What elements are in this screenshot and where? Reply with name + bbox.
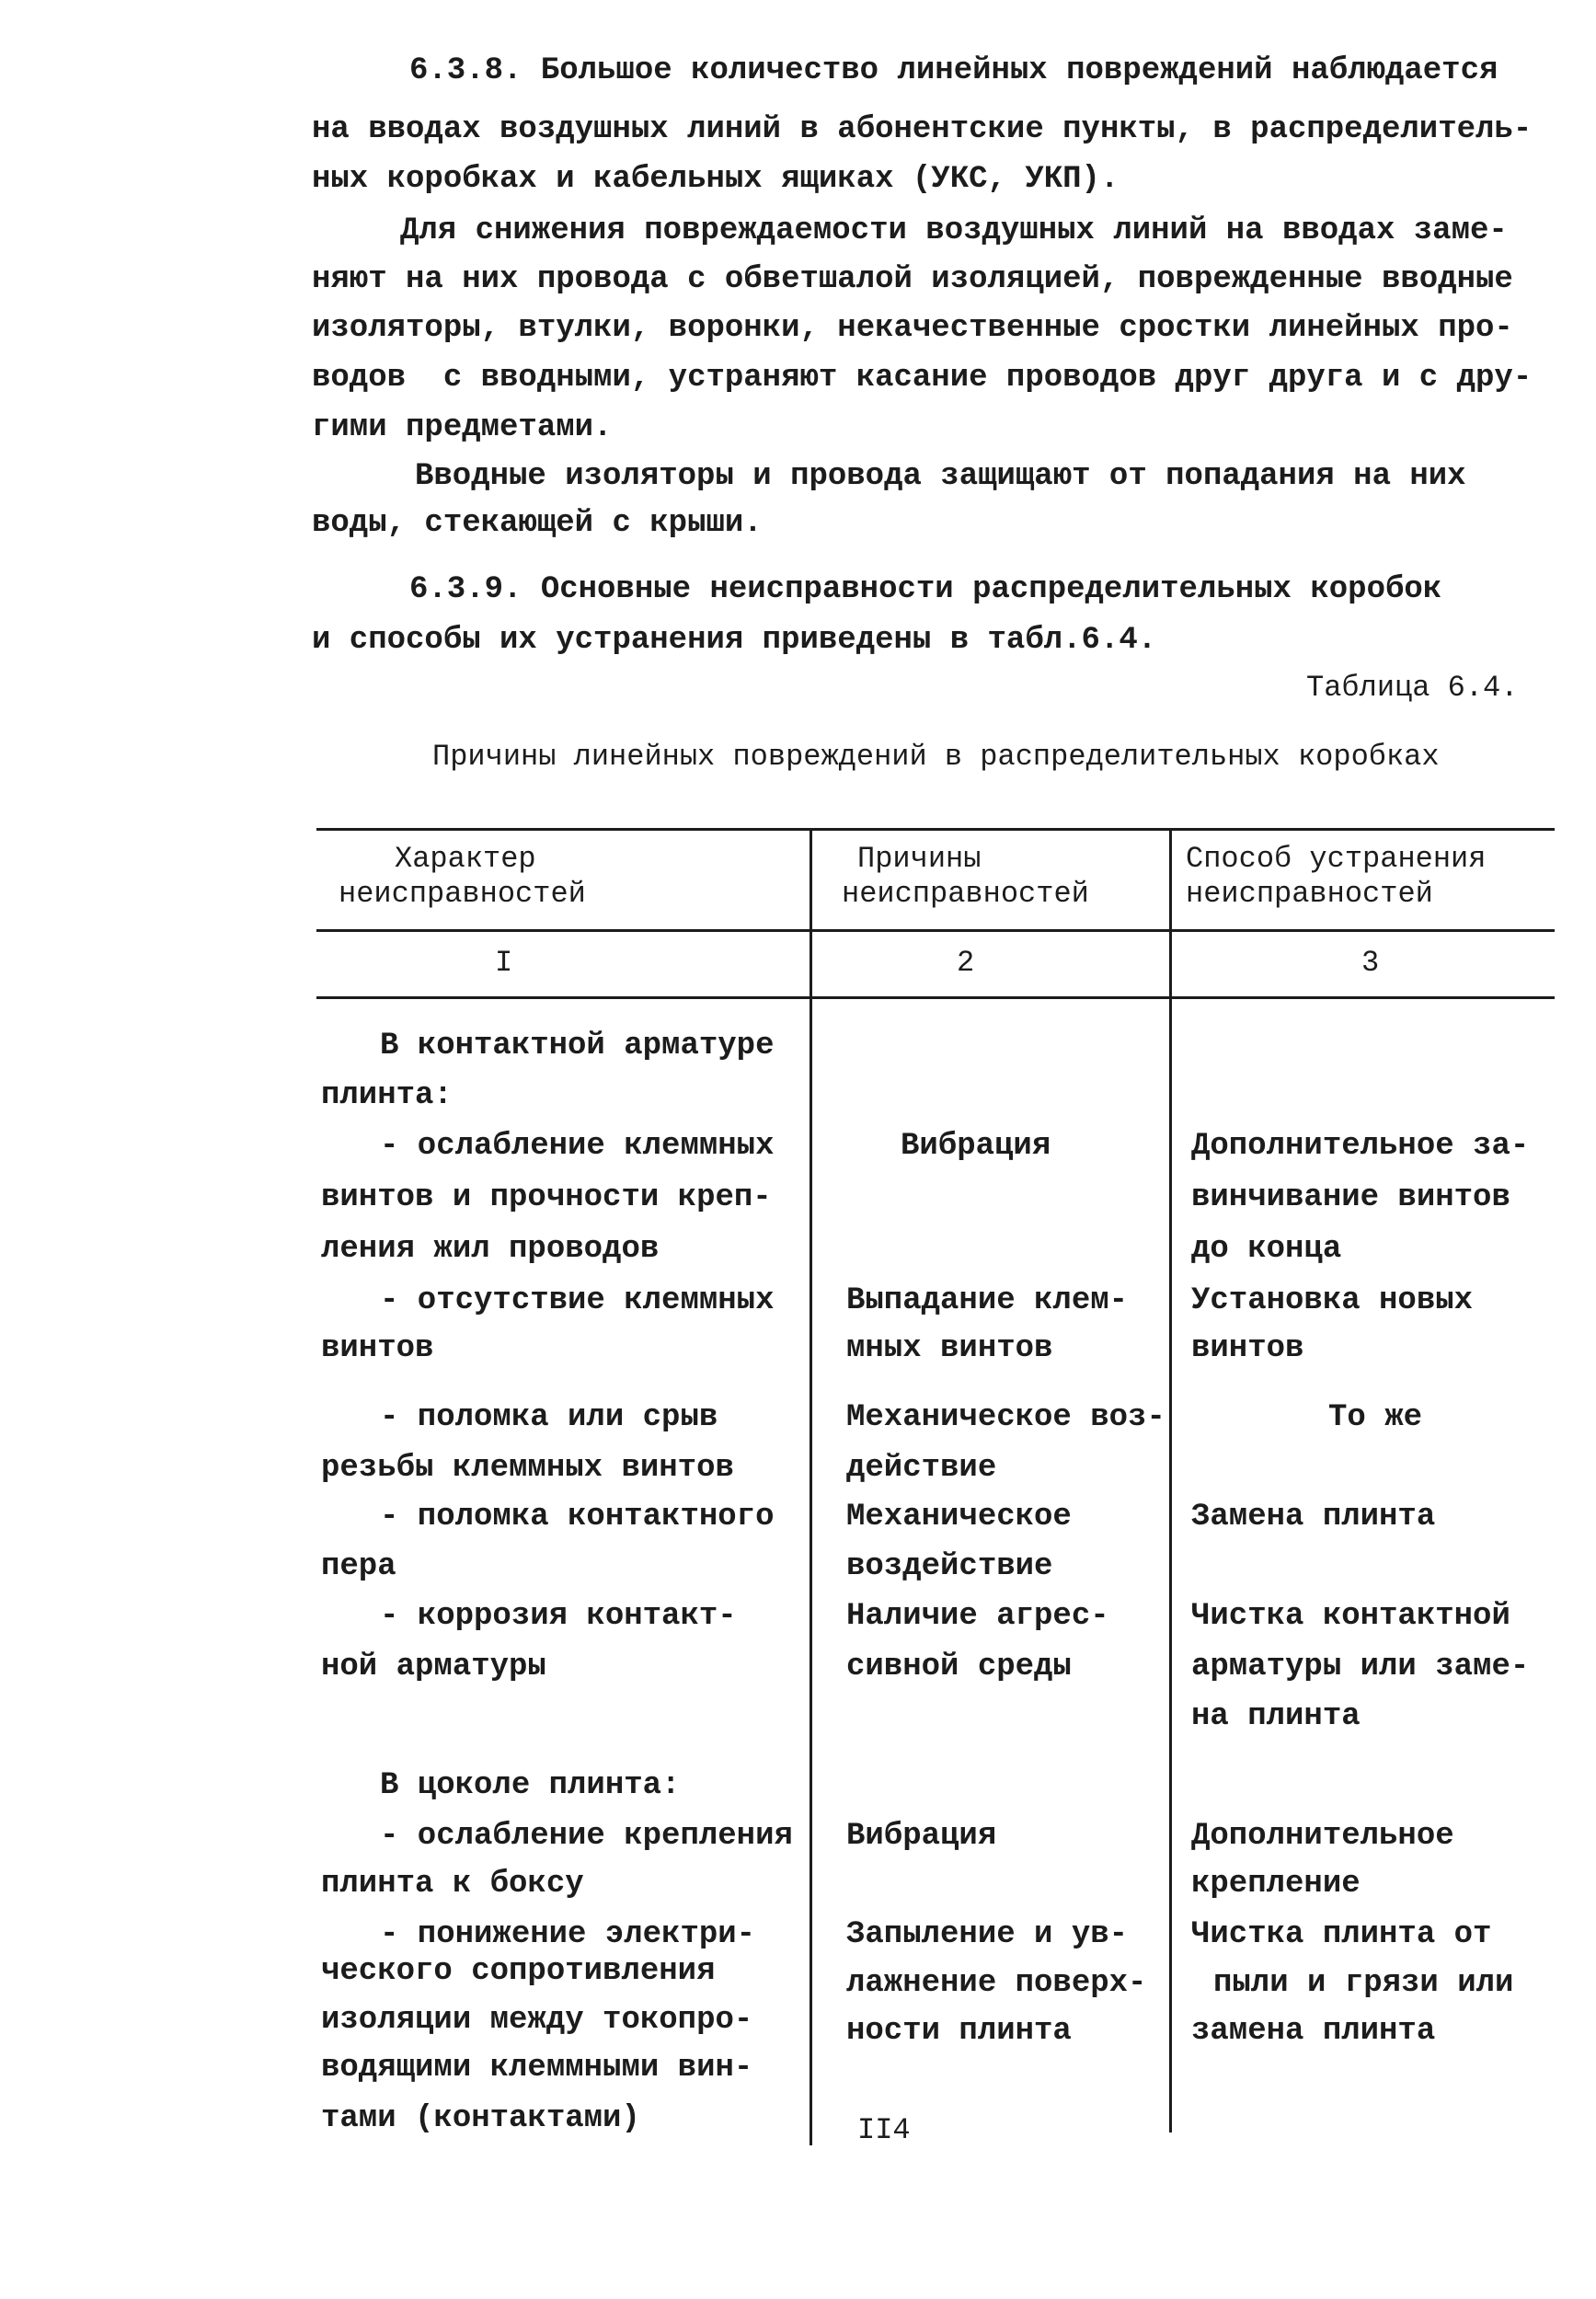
table-cell-line: ной арматуры [321,1650,546,1684]
table-cell-line: винтов [1191,1331,1304,1366]
table-cell-line: - поломка или срыв [380,1400,718,1435]
text-line: Для снижения повреждаемости воздушных линий на вводах заме- [400,213,1508,248]
table-cell-line: воздействие [846,1549,1053,1584]
table-cell-line: действие [846,1451,997,1486]
table-cell-line: на плинта [1191,1699,1361,1734]
column-number: I [495,946,513,980]
header-cell: Способ устранения [1186,842,1487,876]
table-cell-line: Дополнительное за- [1191,1129,1530,1164]
table-cell-line: изоляции между токопро- [321,2003,753,2038]
table-cell-line: - ослабление крепления [380,1819,793,1854]
table-cell-line: ления жил проводов [321,1232,660,1267]
column-number: 2 [957,946,975,980]
table-cell-line: резьбы клеммных винтов [321,1451,734,1486]
header-cell: неисправностей [1186,877,1433,911]
column-divider [809,828,812,2145]
table-cell-line: сивной среды [846,1650,1072,1684]
table-cell-line: - поломка контактного [380,1500,775,1535]
table-cell-line: - отсутствие клеммных [380,1283,775,1318]
table-cell-line: плинта: [321,1078,453,1113]
table-cell-line: В цоколе плинта: [380,1768,681,1803]
table-cell-line: до конца [1191,1232,1342,1267]
table-cell-line: Механическое [846,1500,1072,1535]
table-cell-line: Дополнительное [1191,1819,1454,1854]
table-cell-line: - ослабление клеммных [380,1129,775,1164]
text-line: 6.3.8. Большое количество линейных повреждений наблюдается [409,53,1498,88]
table-cell-line: пыли и грязи или [1213,1966,1514,2001]
table-cell-line: Установка новых [1191,1283,1474,1318]
table-cell-line: ности плинта [846,2014,1072,2049]
table-header-rule [316,929,1555,932]
table-cell-line: Механическое воз- [846,1400,1165,1435]
table-cell-line: В контактной арматуре [380,1029,775,1063]
table-cell-line: пера [321,1549,396,1584]
header-cell: Причины [857,842,982,876]
text-line: воды, стекающей с крыши. [312,506,763,541]
table-cell-line: - коррозия контакт- [380,1599,737,1634]
table-cell-line: Чистка контактной [1191,1599,1510,1634]
column-number: 3 [1361,946,1380,980]
table-cell-line: То же [1328,1400,1423,1435]
table-cell-line: - понижение электри- [380,1917,756,1952]
text-line: водов с вводными, устраняют касание проводов друг друга и с дру- [312,361,1533,396]
table-cell-line: водящими клеммными вин- [321,2051,753,2086]
table-cell-line: Запыление и ув- [846,1917,1129,1952]
text-line: на вводах воздушных линий в абонентские пункты, в распределитель- [312,112,1533,147]
table-cell-line: Наличие агрес- [846,1599,1109,1634]
header-cell: неисправностей [339,877,586,911]
table-cell-line: Вибрация [846,1819,997,1854]
text-line: Вводные изоляторы и провода защищают от попадания на них [415,459,1466,494]
text-line: и способы их устранения приведены в табл.6.4. [312,623,1157,658]
table-cell-line: Вибрация [901,1129,1051,1164]
table-cell-line: арматуры или заме- [1191,1650,1530,1684]
table-cell-line: замена плинта [1191,2014,1436,2049]
header-cell: неисправностей [842,877,1089,911]
table-cell-line: мных винтов [846,1331,1053,1366]
page-number: II4 [857,2113,911,2147]
table-cell-line: винтов и прочности креп- [321,1180,772,1215]
header-cell: Характер [395,842,536,876]
text-line: 6.3.9. Основные неисправности распределительных коробок [409,572,1442,607]
text-line: гими предметами. [312,410,613,445]
text-line: ных коробках и кабельных ящиках (УКС, УКП). [312,162,1119,197]
table-caption: Причины линейных повреждений в распределительных коробках [432,740,1440,774]
table-cell-line: винтов [321,1331,434,1366]
table-numbers-rule [316,996,1555,999]
column-divider [1169,828,1172,2132]
table-cell-line: Замена плинта [1191,1500,1436,1535]
table-top-rule [316,828,1555,831]
table-cell-line: плинта к боксу [321,1867,584,1902]
table-cell-line: Выпадание клем- [846,1283,1129,1318]
table-cell-line: Чистка плинта от [1191,1917,1492,1952]
table-cell-line: крепление [1191,1867,1361,1902]
table-cell-line: лажнение поверх- [846,1966,1147,2001]
text-line: изоляторы, втулки, воронки, некачественные сростки линейных про- [312,311,1513,346]
table-cell-line: тами (контактами) [321,2101,640,2136]
table-cell-line: винчивание винтов [1191,1180,1510,1215]
text-line: няют на них провода с обветшалой изоляцией, поврежденные вводные [312,262,1513,297]
table-label: Таблица 6.4. [1306,671,1519,705]
table-cell-line: ческого сопротивления [321,1954,716,1989]
